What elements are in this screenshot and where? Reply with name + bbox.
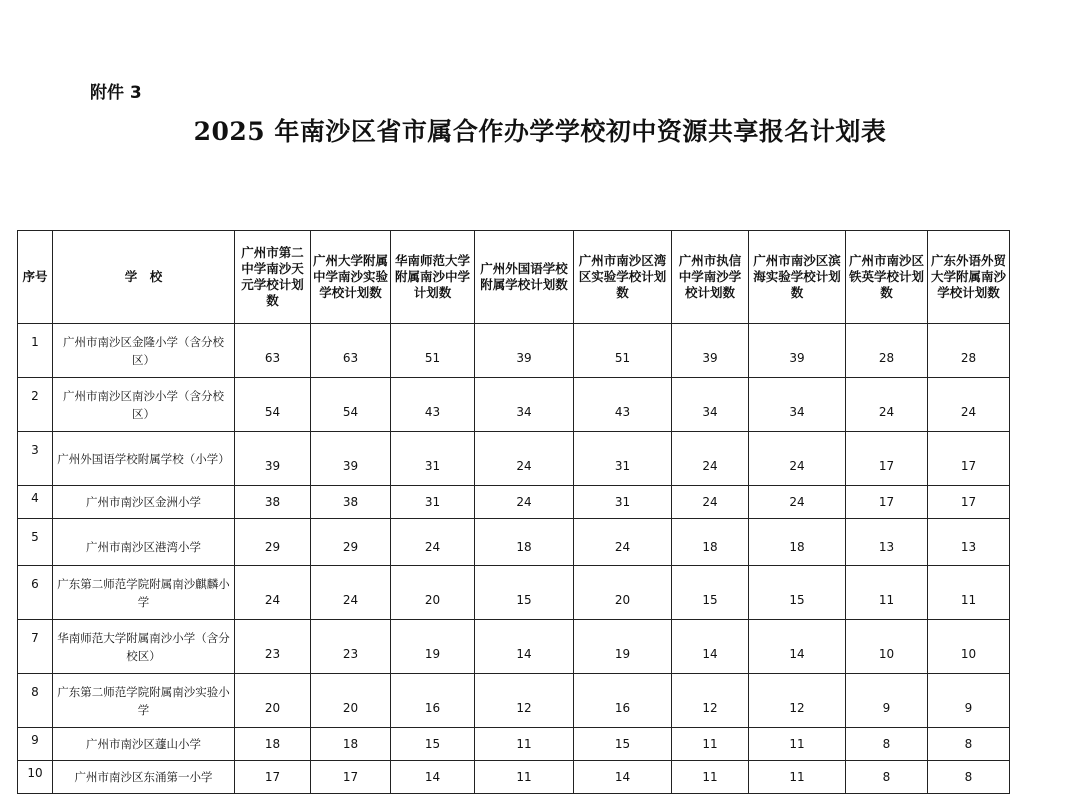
row-value: 51	[391, 324, 475, 378]
row-value: 31	[391, 486, 475, 519]
row-value: 38	[235, 486, 311, 519]
row-value: 15	[475, 566, 574, 620]
row-value: 9	[846, 674, 928, 728]
row-value: 39	[672, 324, 749, 378]
row-value: 18	[672, 519, 749, 566]
row-value: 11	[475, 728, 574, 761]
row-value: 20	[391, 566, 475, 620]
row-value: 15	[391, 728, 475, 761]
row-school: 广州外国语学校附属学校（小学）	[53, 432, 235, 486]
row-value: 18	[475, 519, 574, 566]
header-row	[18, 231, 1010, 324]
row-value: 13	[928, 519, 1010, 566]
row-value: 11	[749, 728, 846, 761]
row-value: 11	[672, 728, 749, 761]
row-value: 12	[672, 674, 749, 728]
table-row	[18, 432, 1010, 486]
row-value: 12	[475, 674, 574, 728]
table-row	[18, 486, 1010, 519]
row-value: 17	[311, 761, 391, 794]
row-value: 11	[749, 761, 846, 794]
row-value: 34	[475, 378, 574, 432]
row-value: 54	[311, 378, 391, 432]
row-value: 24	[475, 486, 574, 519]
row-value: 15	[672, 566, 749, 620]
row-school: 广东第二师范学院附属南沙实验小学	[53, 674, 235, 728]
row-value: 19	[391, 620, 475, 674]
header-col-3: 华南师范大学附属南沙中学计划数	[391, 231, 475, 324]
table-row	[18, 674, 1010, 728]
row-value: 23	[311, 620, 391, 674]
row-value: 24	[391, 519, 475, 566]
row-value: 29	[311, 519, 391, 566]
row-value: 17	[846, 486, 928, 519]
row-value: 20	[574, 566, 672, 620]
attachment-label: 附件 3	[90, 83, 142, 103]
row-value: 20	[311, 674, 391, 728]
header-col-5: 广州市南沙区湾区实验学校计划数	[574, 231, 672, 324]
row-value: 11	[846, 566, 928, 620]
row-value: 34	[672, 378, 749, 432]
row-value: 8	[928, 728, 1010, 761]
row-school: 广州市南沙区金隆小学（含分校区）	[53, 324, 235, 378]
row-value: 24	[749, 486, 846, 519]
row-value: 31	[574, 486, 672, 519]
row-value: 24	[311, 566, 391, 620]
row-value: 15	[574, 728, 672, 761]
row-value: 63	[235, 324, 311, 378]
row-value: 24	[846, 378, 928, 432]
row-seq: 3	[18, 432, 53, 486]
row-school: 华南师范大学附属南沙小学（含分校区）	[53, 620, 235, 674]
row-value: 34	[749, 378, 846, 432]
page-title: 2025 年南沙区省市属合作办学学校初中资源共享报名计划表	[193, 117, 887, 146]
row-value: 29	[235, 519, 311, 566]
table-row	[18, 728, 1010, 761]
row-value: 54	[235, 378, 311, 432]
row-value: 13	[846, 519, 928, 566]
row-value: 19	[574, 620, 672, 674]
table-row	[18, 324, 1010, 378]
table-row	[18, 620, 1010, 674]
row-value: 17	[235, 761, 311, 794]
row-value: 15	[749, 566, 846, 620]
row-value: 16	[574, 674, 672, 728]
row-seq: 7	[18, 620, 53, 674]
row-value: 11	[475, 761, 574, 794]
table-row	[18, 761, 1010, 794]
row-value: 24	[672, 486, 749, 519]
row-seq: 1	[18, 324, 53, 378]
table-row	[18, 566, 1010, 620]
row-value: 43	[391, 378, 475, 432]
row-value: 39	[475, 324, 574, 378]
row-value: 20	[235, 674, 311, 728]
row-value: 38	[311, 486, 391, 519]
row-school: 广东第二师范学院附属南沙麒麟小学	[53, 566, 235, 620]
row-value: 18	[235, 728, 311, 761]
row-value: 14	[475, 620, 574, 674]
row-school: 广州市南沙区南沙小学（含分校区）	[53, 378, 235, 432]
enrollment-plan-table	[17, 230, 1010, 794]
row-value: 9	[928, 674, 1010, 728]
row-value: 14	[574, 761, 672, 794]
row-seq: 8	[18, 674, 53, 728]
header-seq: 序号	[18, 231, 53, 324]
row-seq: 2	[18, 378, 53, 432]
row-value: 24	[574, 519, 672, 566]
row-value: 24	[928, 378, 1010, 432]
header-col-9: 广东外语外贸大学附属南沙学校计划数	[928, 231, 1010, 324]
row-seq: 4	[18, 486, 53, 519]
row-value: 8	[846, 761, 928, 794]
row-value: 14	[391, 761, 475, 794]
row-school: 广州市南沙区东涌第一小学	[53, 761, 235, 794]
row-value: 39	[311, 432, 391, 486]
row-value: 28	[928, 324, 1010, 378]
row-value: 11	[672, 761, 749, 794]
row-value: 24	[672, 432, 749, 486]
row-value: 23	[235, 620, 311, 674]
row-value: 18	[311, 728, 391, 761]
row-value: 12	[749, 674, 846, 728]
row-value: 24	[235, 566, 311, 620]
row-seq: 6	[18, 566, 53, 620]
header-col-7: 广州市南沙区滨海实验学校计划数	[749, 231, 846, 324]
row-school: 广州市南沙区蘧山小学	[53, 728, 235, 761]
row-value: 39	[749, 324, 846, 378]
row-value: 43	[574, 378, 672, 432]
row-value: 63	[311, 324, 391, 378]
row-value: 51	[574, 324, 672, 378]
row-value: 18	[749, 519, 846, 566]
row-seq: 9	[18, 728, 53, 761]
table-row	[18, 519, 1010, 566]
row-value: 11	[928, 566, 1010, 620]
row-value: 31	[391, 432, 475, 486]
row-value: 16	[391, 674, 475, 728]
row-value: 24	[475, 432, 574, 486]
header-col-1: 广州市第二中学南沙天元学校计划数	[235, 231, 311, 324]
row-value: 14	[749, 620, 846, 674]
header-col-8: 广州市南沙区铁英学校计划数	[846, 231, 928, 324]
row-school: 广州市南沙区金洲小学	[53, 486, 235, 519]
row-value: 8	[928, 761, 1010, 794]
header-col-6: 广州市执信中学南沙学校计划数	[672, 231, 749, 324]
header-col-2: 广州大学附属中学南沙实验学校计划数	[311, 231, 391, 324]
row-value: 10	[846, 620, 928, 674]
row-value: 10	[928, 620, 1010, 674]
row-value: 28	[846, 324, 928, 378]
row-value: 14	[672, 620, 749, 674]
row-value: 17	[928, 432, 1010, 486]
row-value: 17	[846, 432, 928, 486]
row-value: 8	[846, 728, 928, 761]
header-col-4: 广州外国语学校附属学校计划数	[475, 231, 574, 324]
row-value: 24	[749, 432, 846, 486]
row-seq: 10	[18, 761, 53, 794]
table-row	[18, 378, 1010, 432]
row-value: 39	[235, 432, 311, 486]
row-school: 广州市南沙区港湾小学	[53, 519, 235, 566]
row-seq: 5	[18, 519, 53, 566]
row-value: 31	[574, 432, 672, 486]
header-school: 学 校	[53, 231, 235, 324]
row-value: 17	[928, 486, 1010, 519]
